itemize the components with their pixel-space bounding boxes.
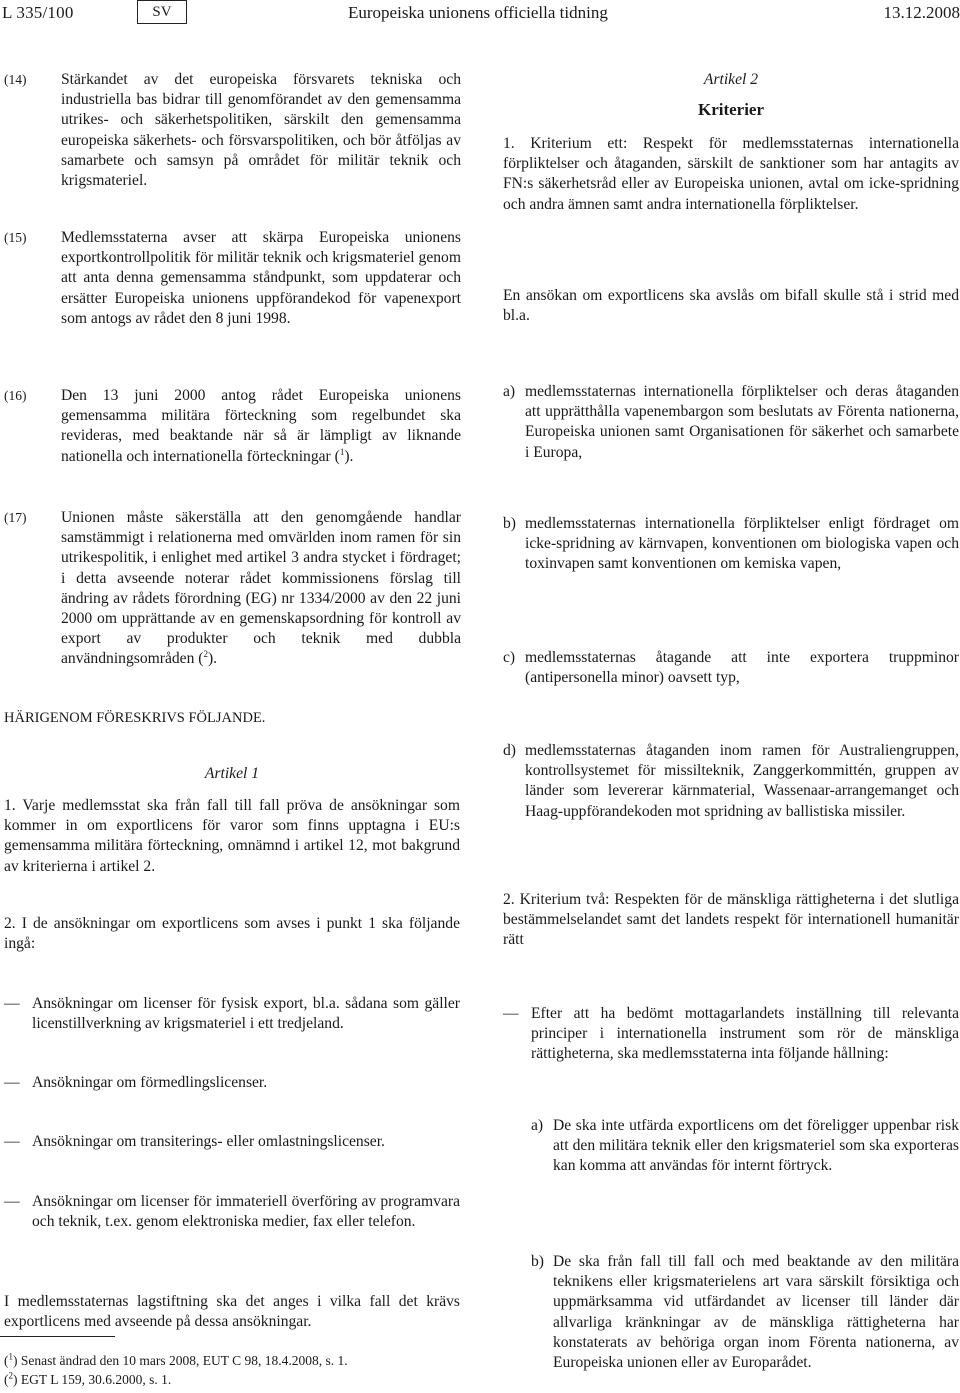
- em-dash: —: [4, 1133, 20, 1150]
- footnote-2: ($^2$) EGT L 159, 30.6.2000, s. 1.: [4, 1370, 172, 1387]
- recital-text: Stärkandet av det europeiska försvarets tekniska och industriella bas bidrar till genomförandet av den gemensamma utrikes- och säkerhetspolitiken, särskilt den gemensamma europeiska säkerhets- och försvarspolitiken, och bör åtföljas av samarbete och samsyn på området för militär teknik och krigsmateriel.: [61, 71, 461, 190]
- page-reference: L 335/100: [2, 3, 74, 22]
- dash-item-intangible-transfer: — Ansökningar om licenser för immateriell överföring av programvara och teknik, t.ex. genom elektroniska medier, fax eller telefon.: [4, 1193, 460, 1231]
- criterion-1-item-a: a) medlemsstaternas internationella förpliktelser och deras åtaganden att upprätthålla vapenembargon som beslutats av Förenta nationerna, Europeiska unionen samt Organisationen för säkerhet och samarbete i Europa,: [503, 383, 959, 461]
- adoption-formula: HÄRIGENOM FÖRESKRIVS FÖLJANDE.: [4, 710, 266, 726]
- article-2-subtitle: Kriterier: [697, 100, 765, 119]
- footnote-ref[interactable]: 1: [339, 446, 345, 457]
- recital-text: Den 13 juni 2000 antog rådet Europeiska unionens gemensamma militära förteckning som regelbundet ska revideras, med beaktande när så är lämpligt av liknande nationella och internationella förteckningar ($^1$).: [61, 387, 461, 465]
- recital-number: (17): [4, 510, 27, 525]
- criterion-1-item-c: c) medlemsstaternas åtagande att inte exportera truppminor (antipersonella minor) oavsett typ,: [503, 649, 959, 687]
- recital-14: [4, 70, 461, 190]
- footnote-ref[interactable]: 2: [203, 649, 208, 660]
- article-1-title: Artikel 1: [204, 765, 260, 782]
- article-1-paragraph-2: 2. I de ansökningar om exportlicens som avses i punkt 1 ska följande ingå:: [4, 915, 460, 953]
- criterion-2: 2. Kriterium två: Respekten för de mänskliga rättigheterna i det slutliga bestämmelselandet samt det landets respekt för internationell humanitär rätt: [503, 891, 959, 949]
- em-dash: —: [4, 995, 20, 1012]
- criterion-1: 1. Kriterium ett: Respekt för medlemsstaternas internationella förpliktelser och åtaganden, särskilt de sanktioner som har antagits av FN:s säkerhetsråd eller av Europeiska unionen, avtal om icke-spridning och andra ämnen samt andra internationella förpliktelser.: [503, 135, 959, 213]
- recital-text: Medlemsstaterna avser att skärpa Europeiska unionens exportkontrollpolitik för militär teknik och krigsmateriel genom att anta denna gemensamma ståndpunkt, som uppdaterar och ersätter Europeiska unionens uppförandekod för vapenexport som antogs av rådet den 8 juni 1998.: [61, 229, 461, 327]
- criterion-1-item-b: b) medlemsstaternas internationella förpliktelser enligt fördraget om icke-spridning av kärnvapen, konventionen om biologiska vapen och toxinvapen samt konventionen om kemiska vapen,: [503, 515, 959, 573]
- recital-number: (16): [4, 388, 27, 403]
- article-1-paragraph-3: I medlemsstaternas lagstiftning ska det anges i vilka fall det krävs exportlicens med avseende på dessa ansökningar.: [4, 1293, 460, 1331]
- criterion-1-item-d: d) medlemsstaternas åtaganden inom ramen för Australiengruppen, kontrollsystemet för missilteknik, Zanggerkommittén, gruppen av länder som levererar kärnmaterial, Wassenaar-arrangemanget och Haag-uppförandekoden mot spridning av ballistiska missiler.: [503, 742, 959, 820]
- footnote-rule: [0, 1336, 115, 1337]
- em-dash: —: [4, 1193, 20, 1210]
- article-2-title: Artikel 2: [703, 71, 759, 88]
- page-header: [0, 0, 960, 30]
- dash-item-physical-export: — Ansökningar om licenser för fysisk export, bl.a. sådana som gäller licenstillverkning av krigsmateriel i ett tredjeland.: [4, 995, 460, 1033]
- criterion-2-item-b: b) De ska från fall till fall och med beaktande av den militära teknikens eller krigsmaterielens art vara särskilt försiktiga och uppmärksamma vid utfärdandet av licenser till länder där allvarliga kränkningar av de mänskliga rättigheterna har konstaterats av behöriga organ inom Förenta nationerna, av Europeiska unionen eller av Europarådet.: [531, 1253, 959, 1372]
- criterion-2-dash: — Efter att ha bedömt mottagarlandets inställning till relevanta principer i internationella instrument som rör de mänskliga rättigheterna, ska medlemsstaterna inta följande hållning:: [503, 1005, 959, 1063]
- language-code-box: SV: [137, 0, 187, 24]
- recital-15: [4, 228, 461, 348]
- recital-number: (15): [4, 230, 27, 245]
- em-dash: —: [4, 1074, 20, 1091]
- criterion-2-item-a: a) De ska inte utfärda exportlicens om det föreligger uppenbar risk att den militära teknik eller den krigsmateriel som ska exporteras kan komma att användas för internt förtryck.: [531, 1117, 959, 1175]
- recital-17: [4, 508, 461, 668]
- recital-16: [4, 386, 461, 466]
- criterion-1-refusal: En ansökan om exportlicens ska avslås om bifall skulle stå i strid med bl.a.: [503, 287, 959, 325]
- recital-number: (14): [4, 72, 27, 87]
- em-dash: —: [503, 1005, 519, 1022]
- footnote-1: ($^1$) Senast ändrad den 10 mars 2008, EUT C 98, 18.4.2008, s. 1.: [4, 1351, 348, 1368]
- dash-item-transit: — Ansökningar om transiterings- eller omlastningslicenser.: [4, 1132, 460, 1152]
- article-1-paragraph-1: 1. Varje medlemsstat ska från fall till fall pröva de ansökningar som kommer in om exportlicens för varor som finns upptagna i EU:s gemensamma militära förteckning, omnämnd i artikel 12, mot bakgrund av kriterierna i artikel 2.: [4, 797, 460, 875]
- journal-title: Europeiska unionens officiella tidning: [348, 3, 608, 22]
- publication-date: 13.12.2008: [883, 3, 960, 22]
- recital-text: Unionen måste säkerställa att den genomgående handlar samstämmigt i relationerna med omvärlden inom ramen för sin utrikespolitik, i enlighet med artikel 3 andra stycket i fördraget; i detta avseende noterar rådet kommissionens förslag till ändring av rådets förordning (EG) nr 1334/2000 av den 22 juni 2000 om upprättande av en gemenskapsordning för kontroll av export av produkter och teknik med dubbla användningsområden ($^2$).: [61, 509, 461, 668]
- dash-item-brokering: — Ansökningar om förmedlingslicenser.: [4, 1073, 460, 1093]
